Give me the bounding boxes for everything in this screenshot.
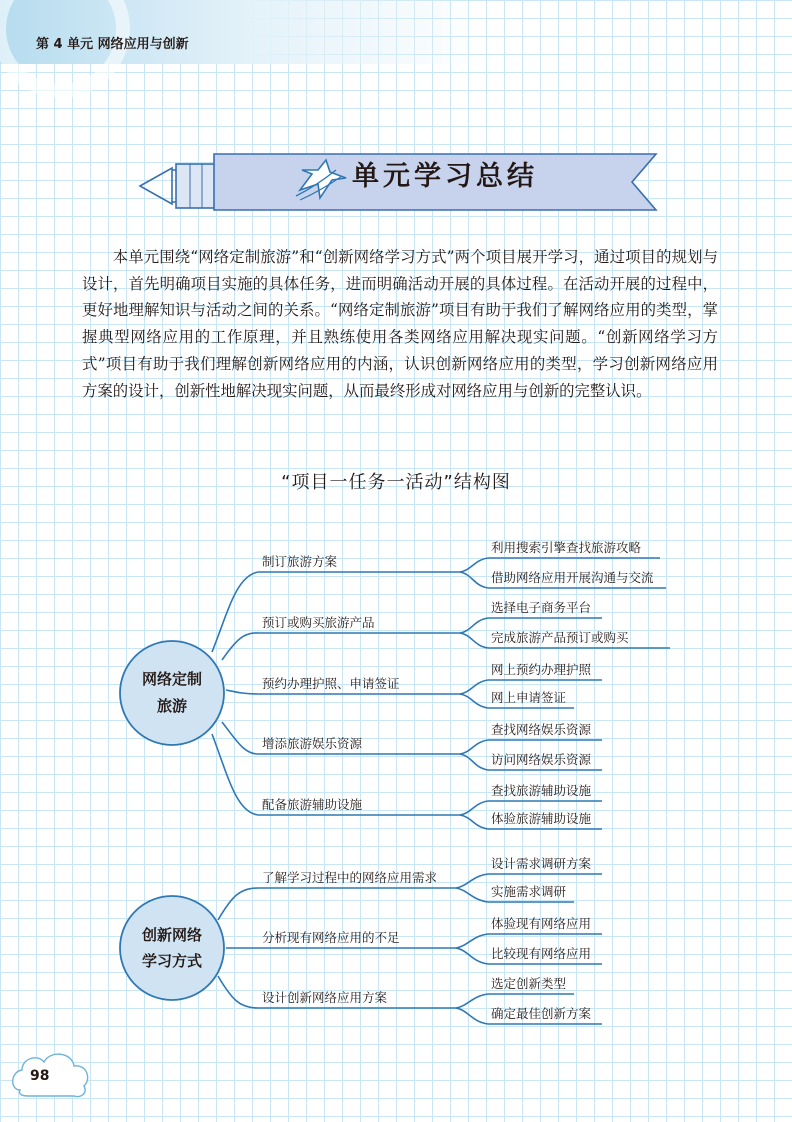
activity-label: 比较现有网络应用 [491, 946, 592, 961]
unit-title: 第 4 单元 网络应用与创新 [36, 37, 189, 52]
activity-label: 体验旅游辅助设施 [491, 811, 592, 826]
project-node-1 [120, 641, 224, 745]
activity-label: 借助网络应用开展沟通与交流 [491, 570, 654, 585]
project-1-line-2: 旅游 [156, 697, 188, 715]
activity-label: 选择电子商务平台 [491, 600, 592, 615]
activity-label: 完成旅游产品预订或购买 [491, 630, 629, 645]
activity-label: 设计需求调研方案 [491, 856, 592, 871]
project-2-activities [491, 856, 592, 1021]
task-label: 预约办理护照、申请签证 [262, 676, 400, 691]
task-label: 配备旅游辅助设施 [262, 797, 363, 812]
project-node-2 [120, 896, 224, 1000]
page-number-cloud [13, 1054, 88, 1096]
page-number: 98 [30, 1068, 50, 1084]
activity-label: 网上申请签证 [491, 690, 567, 705]
activity-label: 查找网络娱乐资源 [491, 722, 592, 737]
activity-label: 确定最佳创新方案 [491, 1006, 592, 1021]
summary-title: 单元学习总结 [352, 161, 538, 192]
activity-label: 查找旅游辅助设施 [491, 783, 592, 798]
activity-label: 访问网络娱乐资源 [491, 752, 592, 767]
activity-label: 网上预约办理护照 [491, 662, 592, 677]
task-label: 预订或购买旅游产品 [262, 615, 375, 630]
project-1-tasks [262, 554, 400, 812]
summary-paragraph: 本单元围绕“网络定制旅游”和“创新网络学习方式”两个项目展开学习，通过项目的规划与设计，首先明确项目实施的具体任务，进而明确活动开展的具体过程。在活动开展的过程中，更好地理解知识与活动之间的关系。“网络定制旅游”项目有助于我们了解网络应用的类型，掌握典型网络应用的工作原理，并且熟练使用各类网络应用解决现实问题。“创新网络学习方式”项目有助于我们理解创新网络应用的内涵，认识创新网络应用的类型，学习创新网络应用方案的设计，创新性地解决现实问题，从而最终形成对网络应用与创新的完整认识。 [82, 248, 718, 400]
task-label: 设计创新网络应用方案 [262, 990, 388, 1005]
activity-label: 实施需求调研 [491, 884, 567, 899]
task-label: 分析现有网络应用的不足 [262, 930, 400, 945]
activity-label: 选定创新类型 [491, 976, 567, 991]
project-2-line-2: 学习方式 [141, 952, 203, 970]
activity-label: 利用搜索引擎查找旅游攻略 [491, 540, 642, 555]
task-label: 制订旅游方案 [262, 554, 338, 569]
task-label: 了解学习过程中的网络应用需求 [262, 870, 438, 885]
project-1-line-1: 网络定制 [141, 670, 203, 688]
project-1-activities [491, 540, 654, 826]
activity-label: 体验现有网络应用 [491, 916, 592, 931]
project-2-tasks [262, 870, 437, 1005]
diagram-title: “项目一任务一活动”结构图 [281, 472, 511, 493]
project-2-line-1: 创新网络 [141, 926, 203, 944]
task-label: 增添旅游娱乐资源 [262, 736, 363, 751]
